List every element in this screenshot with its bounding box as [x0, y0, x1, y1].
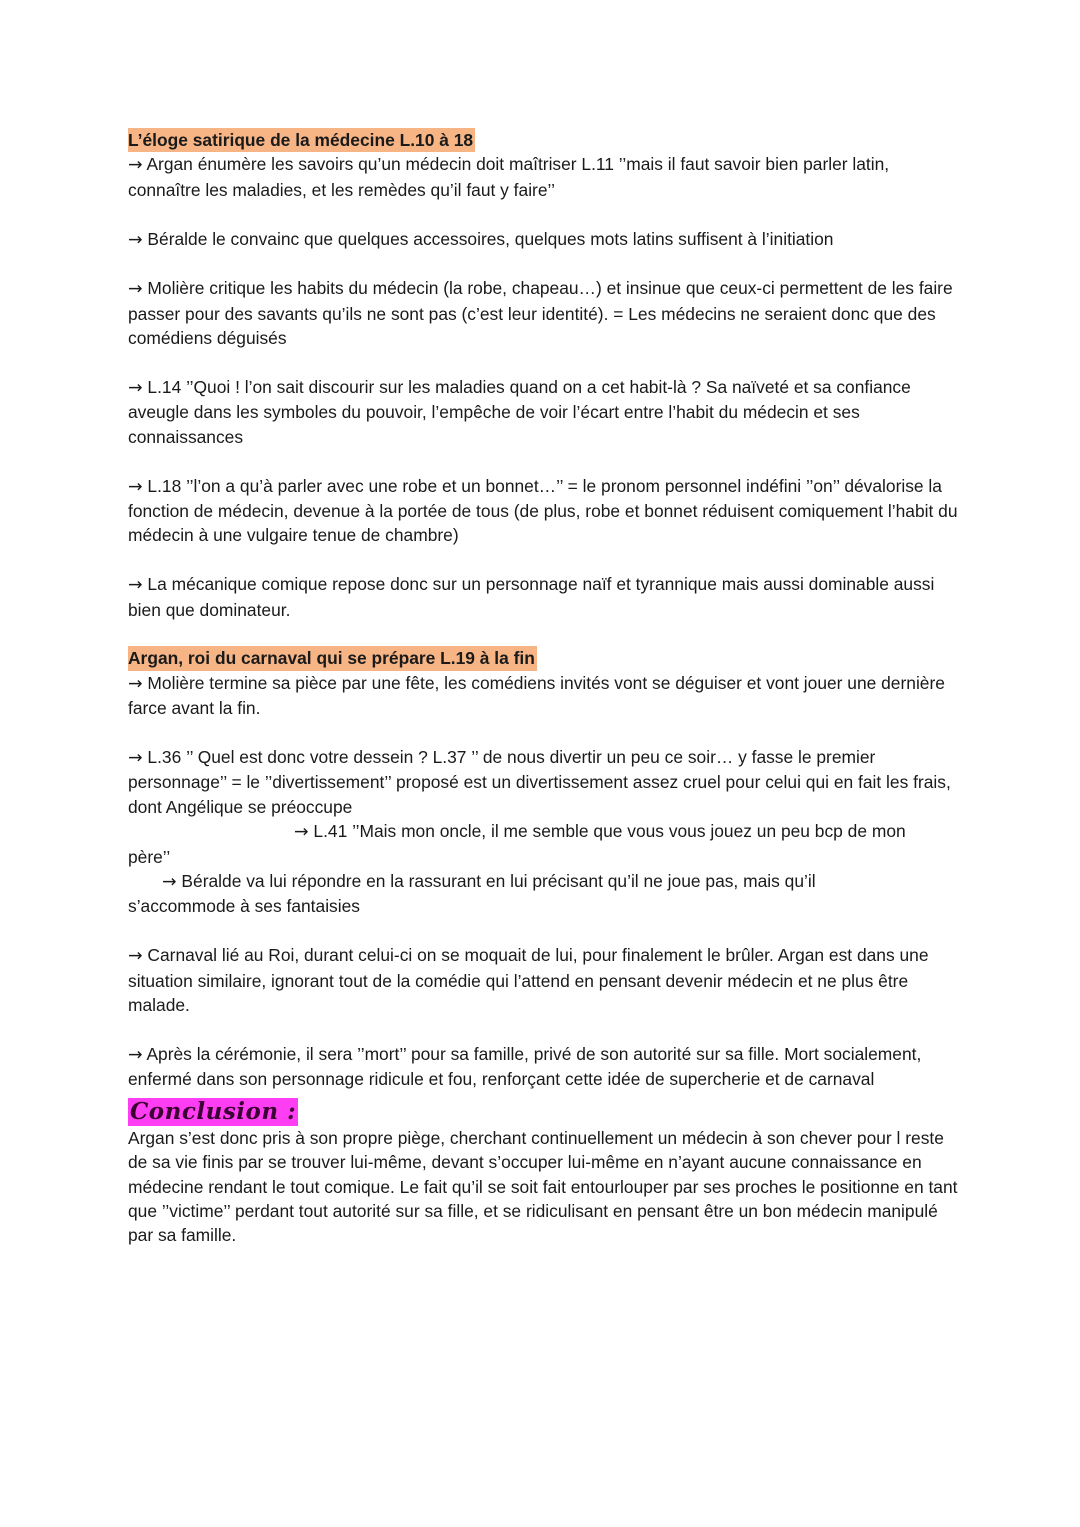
arrow-icon: → [162, 872, 177, 893]
heading-highlight: Argan, roi du carnaval qui se prépare L.19 à la fin [128, 646, 537, 670]
bullet-paragraph: → La mécanique comique repose donc sur un personnage naïf et tyrannique mais aussi dominable aussi bien que dominateur. [128, 574, 935, 620]
bullet-paragraph: → Molière critique les habits du médecin (la robe, chapeau…) et insinue que ceux-ci permettent de les faire passer pour des savants qu’ils ne sont pas (c’est leur identité). = Les médecins ne seraient donc que des comédiens déguisés [128, 278, 953, 349]
arrow-icon: → [128, 946, 143, 967]
bullet-paragraph: → Après la cérémonie, il sera ’’mort’’ pour sa famille, privé de son autorité sur sa fille. Mort socialement, enfermé dans son personnage ridicule et fou, renforçant cette idée de supercherie et de carnaval [128, 1043, 922, 1090]
arrow-icon: → [128, 673, 143, 694]
document-page [128, 128, 958, 1248]
section-heading-carnaval [128, 646, 958, 670]
arrow-icon: → [128, 1044, 143, 1065]
conclusion-title: Conclusion : [130, 1097, 297, 1125]
conclusion-heading [128, 1092, 958, 1126]
bullet-paragraph: → Carnaval lié au Roi, durant celui-ci on se moquait de lui, pour finalement le brûler. Argan est dans une situation similaire, ignorant tout de la comédie qui l’attend en pensant devenir médecin et ne plus être malade. [128, 945, 929, 1016]
bullet-paragraph-indented: → Béralde va lui répondre en la rassurant en lui précisant qu’il ne joue pas, mais qu’il [162, 871, 816, 893]
arrow-icon: → [128, 155, 143, 176]
arrow-icon: → [128, 378, 143, 399]
arrow-icon: → [294, 822, 309, 843]
continuation-line: s’accommode à ses fantaisies [128, 896, 360, 917]
arrow-icon: → [128, 476, 143, 497]
bullet-paragraph: → Béralde le convainc que quelques accessoires, quelques mots latins suffisent à l’initiation [128, 228, 834, 250]
conclusion-text: Argan s’est donc pris à son propre piège, cherchant continuellement un médecin à son chever pour l reste de sa vie finis par se trouver lui-même, devant s’occuper lui-même en n’ayant aucune connaissance en médecine rendant le tout comique. Le fait qu’il se soit fait entourlouper par ses proches le positionne en tant que ’’victime’’ perdant tout autorité sur sa fille, et se ridiculisant en pensant être un bon médecin manipulé par sa famille. [128, 1127, 958, 1246]
heading-highlight: L’éloge satirique de la médecine L.10 à 18 [128, 128, 475, 152]
bullet-paragraph: → L.36 ’’ Quel est donc votre dessein ? L.37 ’’ de nous divertir un peu ce soir… y fasse le premier personnage’’ = le ’’divertissement’’ proposé est un divertissement assez cruel pour celui qui en fait les frais, dont Angélique se préoccupe [128, 747, 951, 817]
continuation-line: père’’ [128, 846, 171, 867]
section-heading-eloge [128, 128, 958, 152]
bullet-paragraph: → L.14 ’’Quoi ! l’on sait discourir sur les maladies quand on a cet habit-là ? Sa naïveté et sa confiance aveugle dans les symboles du pouvoir, l’empêche de voir l’écart entre l’habit du médecin et ses connaissances [128, 377, 911, 447]
arrow-icon: → [128, 229, 143, 250]
bullet-paragraph: → L.18 ’’l’on a qu’à parler avec une robe et un bonnet…’’ = le pronom personnel indéfini ’’on’’ dévalorise la fonction de médecin, devenue à la portée de tous (de plus, robe et bonnet réduisent comiquement l’habit du médecin à une vulgaire tenue de chambre) [128, 475, 958, 546]
arrow-icon: → [128, 279, 143, 300]
bullet-paragraph: → Argan énumère les savoirs qu’un médecin doit maîtriser L.11 ’’mais il faut savoir bien parler latin, connaître les maladies, et les remèdes qu’il faut y faire’’ [128, 154, 890, 200]
arrow-icon: → [128, 748, 143, 769]
bullet-paragraph-indented: → L.41 ’’Mais mon oncle, il me semble que vous vous jouez un peu bcp de mon [294, 821, 906, 843]
arrow-icon: → [128, 575, 143, 596]
bullet-paragraph: → Molière termine sa pièce par une fête, les comédiens invités vont se déguiser et vont jouer une dernière farce avant la fin. [128, 672, 945, 719]
